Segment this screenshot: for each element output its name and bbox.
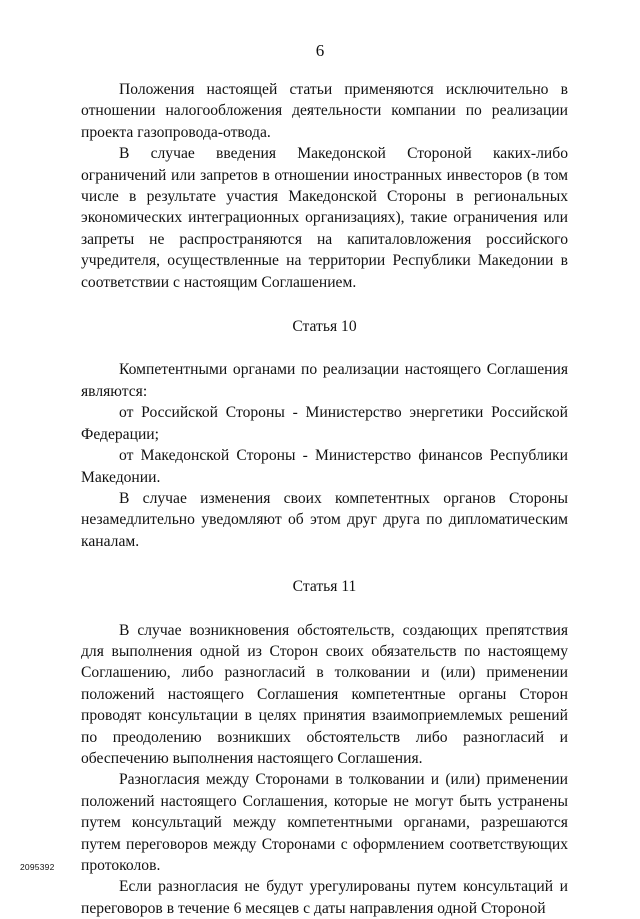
paragraph: В случае введения Македонской Стороной каких-либо ограничений или запретов в отношении иностранных инвесторов (в том числе в результате участия Македонской Стороны в региональных экономических интеграционных организациях), такие ограничения или запреты не распространяются на капиталовложения российского учредителя, осуществленные на территории Республики Македонии в соответствии с настоящим Соглашением. — [81, 145, 568, 291]
paragraph: Разногласия между Сторонами в толковании и (или) применении положений настоящего Соглашения, которые не могут быть устранены путем консультаций между компетентными органами, разрешаются путем переговоров между Сторонами с оформлением соответствующих протоколов. — [81, 771, 568, 874]
paragraph: Если разногласия не будут урегулированы путем консультаций и переговоров в течение 6 месяцев с даты направления одной Стороной — [81, 878, 568, 917]
paragraph: В случае изменения своих компетентных органов Стороны незамедлительно уведомляют об этом друг друга по дипломатическим каналам. — [81, 489, 568, 550]
paragraph: от Российской Стороны - Министерство энергетики Российской Федерации; — [81, 404, 568, 443]
paragraph: Компетентными органами по реализации настоящего Соглашения являются: — [81, 361, 568, 400]
article-11 — [81, 576, 568, 919]
article-heading: Статья 10 — [292, 318, 357, 336]
article-9-continuation — [81, 79, 568, 293]
page-number: 6 — [315, 41, 325, 60]
paragraph: Положения настоящей статьи применяются исключительно в отношении налогообложения деятельности компании по реализации проекта газопровода-отвода. — [81, 81, 568, 141]
paragraph: от Македонской Стороны - Министерство финансов Республики Македонии. — [81, 447, 568, 486]
document-code: 2095392 — [20, 862, 55, 872]
document-body — [81, 79, 568, 919]
article-10 — [81, 316, 568, 552]
paragraph: В случае возникновения обстоятельств, создающих препятствия для выполнения одной из Сторон своих обязательств по настоящему Соглашению, либо разногласий в толковании и (или) применении положений настоящего Соглашения компетентные органы Сторон проводят консультации в целях принятия взаимоприемлемых решений по преодолению возникших обстоятельств либо разногласий и обеспечению выполнения настоящего Соглашения. — [81, 621, 568, 767]
article-heading: Статья 11 — [292, 578, 357, 596]
